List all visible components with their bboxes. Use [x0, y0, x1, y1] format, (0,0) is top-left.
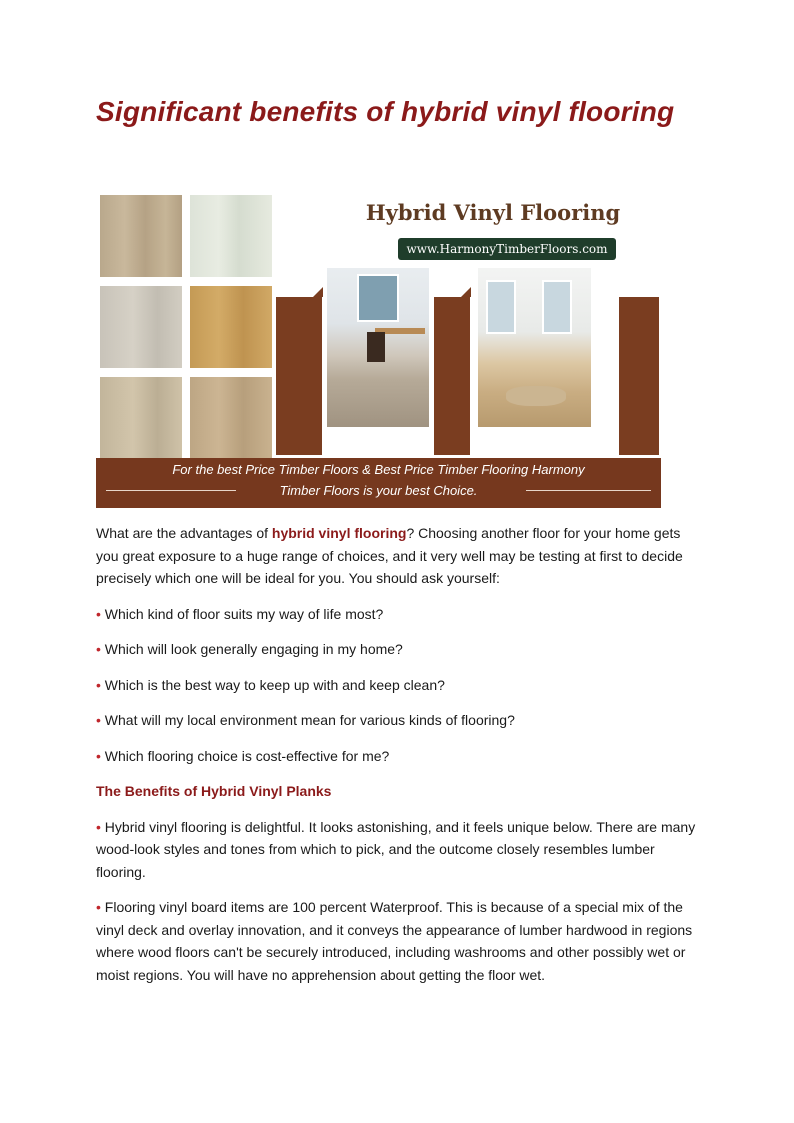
banner-footer [96, 458, 661, 508]
banner-tagline-line2: Timber Floors is your best Choice. [279, 483, 478, 498]
bullet-icon: • [96, 676, 101, 693]
wood-swatch-3 [100, 286, 182, 368]
brown-panel-3 [619, 297, 659, 455]
benefit-item [96, 896, 698, 986]
brown-panel-2 [434, 297, 470, 455]
question-item [96, 709, 698, 732]
brown-panel-1 [276, 297, 322, 455]
bullet-icon: • [96, 605, 101, 622]
window-left [486, 280, 516, 334]
intro-text-start: What are the advantages of [96, 525, 272, 541]
benefit-item [96, 816, 698, 884]
bullet-icon: • [96, 712, 101, 728]
intro-paragraph [96, 522, 698, 590]
room-photo-living [478, 268, 591, 427]
intro-text-end: ? Choosing another floor for your home gets you great exposure to a huge range of choices, and it very well may be testing at first to decide precisely which one will be ideal for you. You should ask yourself: [96, 525, 683, 586]
question-text: Which will look generally engaging in my home? [104, 641, 403, 657]
room-photo-dining [327, 268, 429, 427]
page-title: Significant benefits of hybrid vinyl flooring [96, 96, 675, 127]
section-heading: The Benefits of Hybrid Vinyl Planks [96, 783, 332, 799]
question-text: Which flooring choice is cost-effective for me? [104, 747, 390, 764]
question-text: Which is the best way to keep up with and keep clean? [104, 676, 445, 693]
article-body [96, 522, 698, 999]
benefit-text: Flooring vinyl board items are 100 percent Waterproof. This is because of a special mix of the vinyl deck and overlay innovation, and it conveys the appearance of lumber hardwood in regions where wood floors can't be securely introduced, including washrooms and other possibly wet or moist regions. You will have no apprehension about getting the floor wet. [96, 899, 693, 983]
bullet-icon: • [96, 899, 101, 915]
wood-swatch-6 [190, 377, 272, 459]
bullet-icon: • [96, 818, 101, 835]
window-right [542, 280, 572, 334]
wood-swatch-5 [100, 377, 182, 459]
dining-chair [367, 332, 385, 362]
wood-swatch-1 [100, 195, 182, 277]
question-text: What will my local environment mean for various kinds of flooring? [104, 712, 515, 728]
divider-right [526, 490, 651, 491]
hybrid-vinyl-banner [96, 190, 661, 508]
question-item [96, 603, 698, 626]
question-item [96, 638, 698, 661]
hybrid-vinyl-link[interactable]: hybrid vinyl flooring [271, 525, 407, 541]
banner-heading: Hybrid Vinyl Flooring [365, 200, 621, 225]
banner-tagline-line1: For the best Price Timber Floors & Best Price Timber Flooring Harmony [172, 462, 585, 477]
wood-swatch-4 [190, 286, 272, 368]
floor-rug [506, 386, 566, 406]
banner-url: www.HarmonyTimberFloors.com [398, 238, 616, 260]
bullet-icon: • [96, 747, 101, 764]
benefit-text: Hybrid vinyl flooring is delightful. It looks astonishing, and it feels unique below. There are many wood-look styles and tones from which to pick, and the outcome closely resembles lumber flooring. [96, 818, 696, 880]
question-text: Which kind of floor suits my way of life most? [104, 605, 384, 622]
wood-swatch-2 [190, 195, 272, 277]
bullet-icon: • [96, 641, 101, 657]
question-item [96, 674, 698, 697]
window-art [357, 274, 399, 322]
question-item [96, 745, 698, 768]
